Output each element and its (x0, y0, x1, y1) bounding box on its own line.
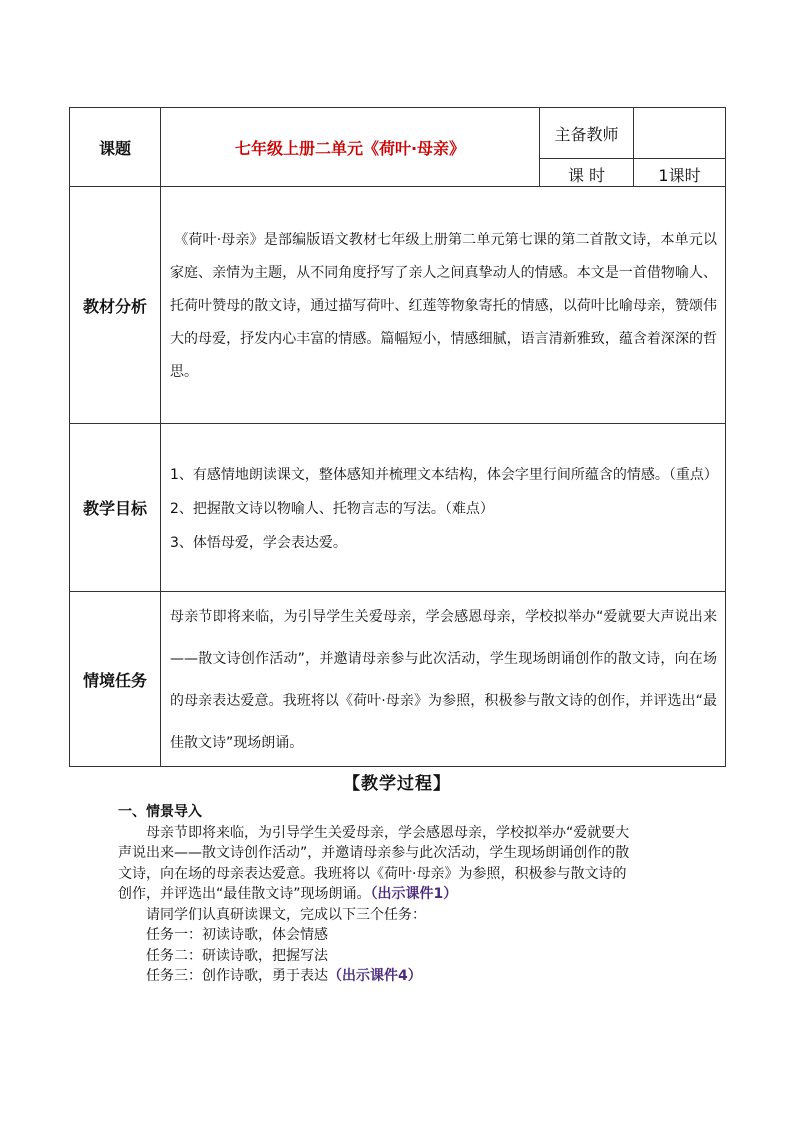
teaching-process-heading: 【教学过程】 (343, 774, 451, 794)
analysis-cell (161, 187, 726, 424)
goal-item-2: 2、把握散文诗以物喻人、托物言志的写法。（难点） (170, 500, 494, 517)
period-value: 1课时 (634, 159, 726, 187)
task-text: 母亲节即将来临，为引导学生关爱母亲，学会感恩母亲，学校拟举办“爱就要大声说出来——散文诗创作活动”，并邀请母亲参与此次活动，学生现场朗诵创作的散文诗，向在场的母亲表达爱意。我班将以《荷叶·母亲》为参照，积极参与散文诗的创作，并评选出“最佳散文诗”现场朗诵。 (170, 609, 717, 751)
goal-item-1: 1、有感情地朗读课文，整体感知并梳理文本结构，体会字里行间所蕴含的情感。（重点） (170, 466, 718, 483)
teacher-label: 主备教师 (540, 108, 634, 159)
task3-text: 任务三：创作诗歌，勇于表达 (146, 968, 328, 984)
section1-title: 一、情景导入 (118, 804, 202, 820)
analysis-text: 《荷叶·母亲》是部编版语文教材七年级上册第二单元第七课的第二首散文诗，本单元以家庭、亲情为主题，从不同角度抒写了亲人之间真挚动人的情感。本文是一首借物喻人、托荷叶赞母的散文诗，通过描写荷叶、红莲等物象寄托的情感，以荷叶比喻母亲，赞颂伟大的母爱，抒发内心丰富的情感。篇幅短小，情感细腻，语言清新雅致，蕴含着深深的哲思。 (170, 231, 717, 380)
lesson-plan-table (69, 107, 726, 767)
section1-text: 母亲节即将来临，为引导学生关爱母亲，学会感恩母亲，学校拟举办“爱就要大声说出来——散文诗创作活动”，并邀请母亲参与此次活动，学生现场朗诵创作的散文诗，向在场的母亲表达爱意。我班将以《荷叶·母亲》为参照，积极参与散文诗的创作，并评选出“最佳散文诗”现场朗诵。 (118, 824, 630, 902)
courseware-hint-4: （出示课件4） (328, 968, 422, 984)
task1-text: 任务一：初读诗歌，体会情感 (146, 927, 328, 943)
goal-item-3: 3、体悟母爱，学会表达爱。 (170, 534, 347, 551)
teaching-process (118, 802, 638, 987)
instruction-text: 请同学们认真研读课文，完成以下三个任务： (146, 906, 426, 923)
task-label: 情境任务 (70, 592, 161, 767)
period-label: 课 时 (540, 159, 634, 187)
topic-title: 七年级上册二单元《荷叶·母亲》 (161, 108, 540, 187)
goals-cell (161, 424, 726, 592)
task-cell (161, 592, 726, 767)
task3-line (118, 966, 638, 987)
section1-paragraph (118, 823, 638, 905)
courseware-hint-1: （出示课件1） (370, 886, 458, 902)
analysis-label: 教材分析 (70, 187, 161, 424)
topic-label: 课题 (70, 108, 161, 187)
goals-label: 教学目标 (70, 424, 161, 592)
task2-text: 任务二：研读诗歌，把握写法 (146, 947, 328, 964)
teacher-value (634, 108, 726, 159)
